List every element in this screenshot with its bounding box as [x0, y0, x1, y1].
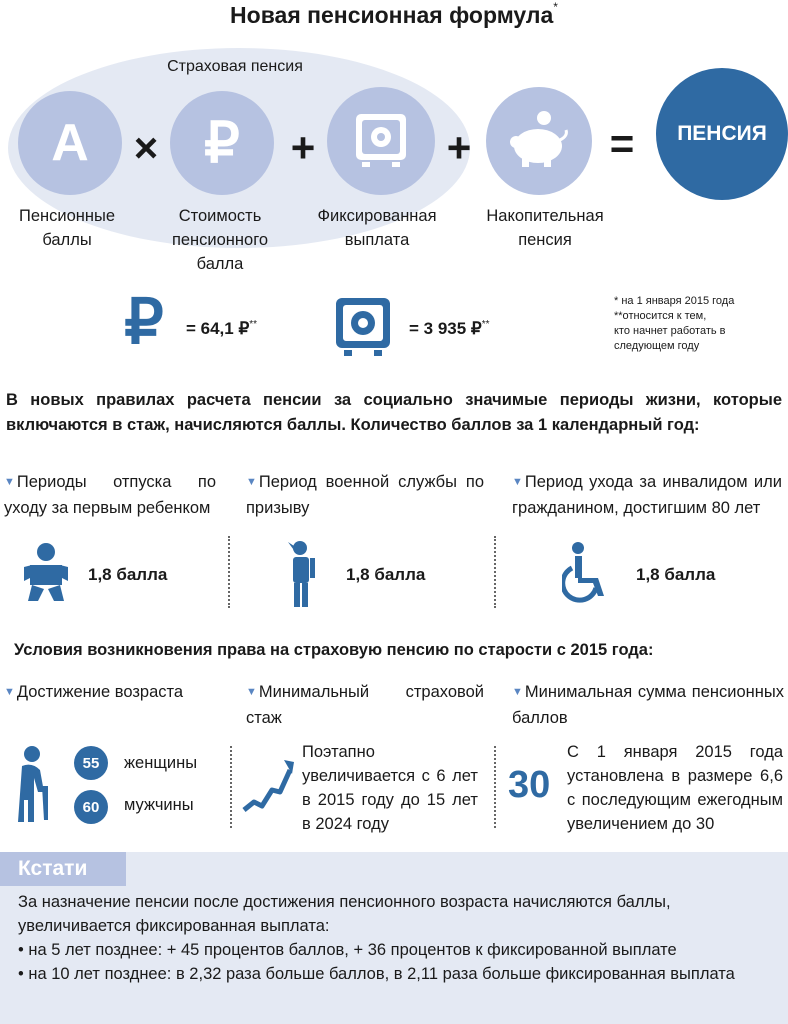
divider [228, 536, 230, 608]
safe-icon [350, 110, 412, 172]
kstati-bullet-10-years: • на 10 лет позднее: в 2,32 раза больше баллов, в 2,11 раза больше фиксированная выплата [18, 965, 735, 983]
conditions-heading: Условия возникновения права на страховую пенсию по старости с 2015 года: [14, 641, 654, 659]
pension-result-circle [656, 68, 788, 200]
triangle-icon: ▼ [4, 686, 15, 698]
wheelchair-icon [562, 542, 610, 609]
social-periods-heading: В новых правилах расчета пенсии за социально значимые периоды жизни, которые включаются в стаж, начисляются баллы. Количество баллов за 1 календарный год: [6, 391, 782, 434]
point-cost-value: = 64,1 ₽** [186, 319, 258, 338]
points-circle [18, 91, 122, 195]
fixed-circle [327, 87, 435, 195]
safe-value-icon [334, 296, 392, 363]
triangle-icon: ▼ [246, 476, 257, 488]
funded-circle [486, 87, 592, 195]
insurance-pension-label: Страховая пенсия [167, 58, 303, 75]
fixed-label: Фиксированная выплата [317, 207, 437, 249]
childcare-points: 1,8 балла [88, 565, 168, 584]
stazh-text: Поэтапно увеличивается с 6 лет в 2015 году до 15 лет в 2024 году [302, 743, 478, 833]
multiply-sign: × [133, 124, 159, 171]
page-title: Новая пенсионная формула* [230, 0, 558, 28]
cost-label: Стоимость пенсионного балла [171, 207, 269, 273]
condition-age: ▼ Достижение возраста [4, 680, 224, 706]
kstati-tab: Кстати [0, 852, 126, 886]
divider [494, 746, 496, 828]
piggy-bank-icon [504, 110, 574, 172]
cost-circle [170, 91, 274, 195]
soldier-icon [284, 540, 318, 613]
plus-sign-2: + [446, 124, 472, 171]
women-age-badge: 55 [74, 746, 108, 780]
ruble-icon: ₽ [204, 111, 240, 174]
points-min-number: 30 [508, 764, 551, 806]
baby-icon [24, 543, 68, 610]
women-label: женщины [124, 754, 198, 772]
ruble-value-icon: ₽ [124, 288, 164, 357]
funded-label: Накопительная пенсия [486, 207, 604, 249]
men-age-badge: 60 [74, 790, 108, 824]
footnotes: * на 1 января 2015 года **относится к тем, кто начнет работать в следующем году [614, 295, 735, 352]
period-military: ▼ Период военной службы по призыву [246, 470, 484, 520]
plus-sign-1: + [290, 124, 316, 171]
pension-result-label: ПЕНСИЯ [677, 122, 767, 145]
triangle-icon: ▼ [512, 476, 523, 488]
letter-a: А [51, 114, 89, 172]
points-label: Пенсионные баллы [18, 207, 116, 249]
military-points: 1,8 балла [346, 565, 426, 584]
men-label: мужчины [124, 796, 194, 814]
care-points: 1,8 балла [636, 565, 716, 584]
period-care: ▼ Период ухода за инвалидом или гражданином, достигшим 80 лет [512, 470, 782, 520]
kstati-intro: За назначение пенсии после достижения пенсионного возраста начисляются баллы, увеличивается фиксированная выплата: [18, 893, 671, 935]
growth-arrow-icon [240, 756, 296, 821]
period-childcare: ▼ Периоды отпуска по уходу за первым ребенком [4, 470, 216, 520]
equals-sign: = [609, 120, 635, 167]
condition-points: ▼ Минимальная сумма пенсионных баллов [512, 680, 784, 730]
triangle-icon: ▼ [246, 686, 257, 698]
triangle-icon: ▼ [4, 476, 15, 488]
triangle-icon: ▼ [512, 686, 523, 698]
divider [494, 536, 496, 608]
fixed-payment-value: = 3 935 ₽** [409, 319, 490, 338]
divider [230, 746, 232, 828]
kstati-bullet-5-years: • на 5 лет позднее: + 45 процентов баллов, + 36 процентов к фиксированной выплате [18, 941, 677, 959]
condition-stazh: ▼ Минимальный страховой стаж [246, 680, 484, 730]
elderly-person-icon [12, 746, 58, 827]
points-min-text: С 1 января 2015 года установлена в размере 6,6 с последующим ежегодным увеличением до 30 [567, 743, 783, 833]
